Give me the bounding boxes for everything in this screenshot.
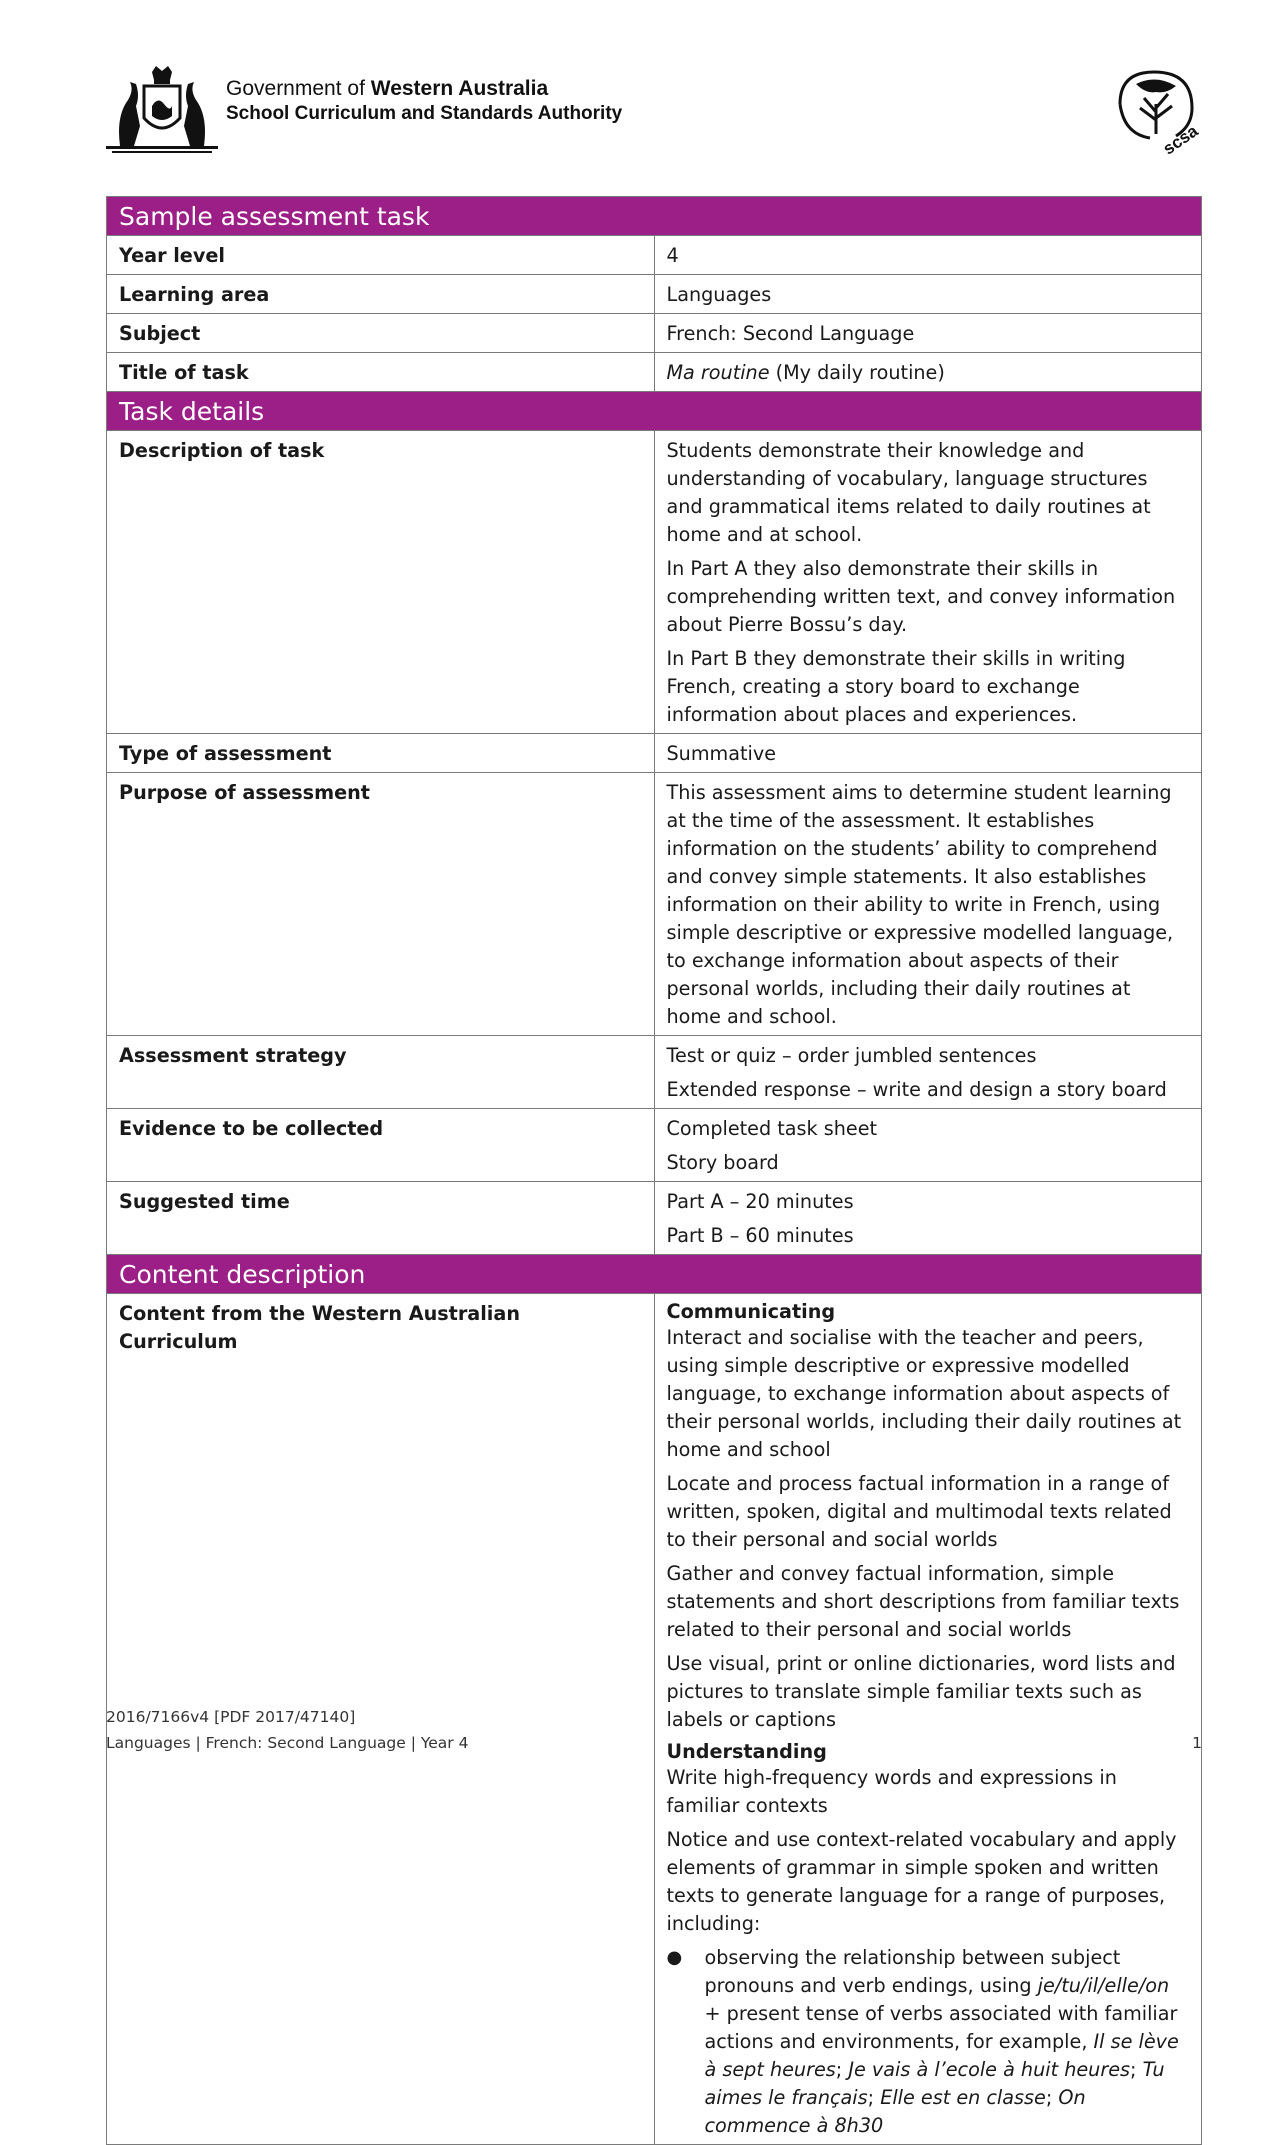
subject-value: French: Second Language	[654, 314, 1202, 353]
bullet-icon: ●	[666, 1947, 683, 1968]
communicating-item: Use visual, print or online dictionaries, word lists and pictures to translate simple familiar texts such as labels or captions	[666, 1652, 1176, 1731]
title-value	[654, 353, 1202, 392]
authority-name: School Curriculum and Standards Authority	[226, 103, 623, 124]
page-footer	[106, 1704, 1202, 1756]
evidence-value	[654, 1109, 1202, 1182]
evidence-line: Completed task sheet	[666, 1117, 878, 1140]
bullet-separator: ;	[867, 2086, 881, 2109]
communicating-item: Locate and process factual information in a range of written, spoken, digital and multimodal texts related to their personal and social worlds	[666, 1472, 1172, 1551]
purpose-value: This assessment aims to determine student learning at the time of the assessment. It establishes information on the students’ ability to comprehend and convey simple statements. It also establishes information on their ability to write in French, using simple descriptive or expressive modelled language, to exchange information about aspects of their personal worlds, including their daily routines at home and school.	[654, 773, 1202, 1036]
year-level-label: Year level	[107, 236, 655, 275]
bullet-italic-part: Il se lève à sept heures	[704, 2030, 1179, 2081]
understanding-item: Notice and use context-related vocabulary and apply elements of grammar in simple spoken and written texts to generate language for a range of purposes, including:	[666, 1828, 1177, 1935]
section-content-description: Content description	[107, 1255, 1202, 1294]
communicating-item: Interact and socialise with the teacher and peers, using simple descriptive or expressive modelled language, to exchange information about aspects of their personal worlds, including their daily routines at home and school	[666, 1326, 1182, 1461]
section-sample-assessment-task: Sample assessment task	[107, 197, 1202, 236]
bullet-italic-part: Tu aimes le français	[704, 2058, 1165, 2109]
table-row	[107, 1109, 1202, 1182]
description-label: Description of task	[107, 431, 655, 734]
description-para: In Part A they also demonstrate their skills in comprehending written text, and convey information about Pierre Bossu’s day.	[666, 557, 1176, 636]
table-row	[107, 314, 1202, 353]
time-label: Suggested time	[107, 1182, 655, 1255]
purpose-label: Purpose of assessment	[107, 773, 655, 1036]
bullet-separator: ;	[1045, 2086, 1059, 2109]
type-value: Summative	[654, 734, 1202, 773]
section-row	[107, 1255, 1202, 1294]
assessment-table	[106, 196, 1202, 2145]
page-number: 1	[1192, 1734, 1202, 1752]
wa-government-crest-icon	[106, 66, 218, 156]
table-row	[107, 236, 1202, 275]
title-label: Title of task	[107, 353, 655, 392]
section-row	[107, 392, 1202, 431]
title-rest: (My daily routine)	[769, 361, 945, 384]
understanding-item: Write high-frequency words and expressions in familiar contexts	[666, 1766, 1117, 1817]
bullet-text-part: observing the relationship between subject pronouns and verb endings, using	[704, 1946, 1121, 1997]
evidence-line: Story board	[666, 1151, 779, 1174]
description-value	[654, 431, 1202, 734]
bullet-italic-part: je/tu/il/elle/on	[1037, 1974, 1170, 1997]
bullet-text-part: + present tense of verbs associated with familiar actions and environments, for example,	[704, 2002, 1178, 2053]
strategy-line: Extended response – write and design a story board	[666, 1078, 1167, 1101]
communicating-heading: Communicating	[666, 1300, 836, 1323]
description-para: In Part B they demonstrate their skills in writing French, creating a story board to exchange information about places and experiences.	[666, 647, 1126, 726]
section-task-details: Task details	[107, 392, 1202, 431]
table-row	[107, 431, 1202, 734]
strategy-value	[654, 1036, 1202, 1109]
table-row	[107, 1036, 1202, 1109]
table-row	[107, 353, 1202, 392]
government-title	[226, 76, 622, 126]
description-para: Students demonstrate their knowledge and understanding of vocabulary, language structures and grammatical items related to daily routines at home and at school.	[666, 439, 1151, 546]
table-row	[107, 773, 1202, 1036]
table-row	[107, 275, 1202, 314]
time-line: Part A – 20 minutes	[666, 1190, 854, 1213]
bullet-separator: ;	[1130, 2058, 1143, 2081]
learning-area-label: Learning area	[107, 275, 655, 314]
section-row	[107, 197, 1202, 236]
gov-state: Western Australia	[370, 77, 549, 100]
subject-label: Subject	[107, 314, 655, 353]
communicating-item: Gather and convey factual information, simple statements and short descriptions from familiar texts related to their personal and social worlds	[666, 1562, 1180, 1641]
scsa-logo-text: scsa	[1159, 121, 1202, 159]
bullet-italic-part: Elle est en classe	[880, 2086, 1046, 2109]
learning-area-value: Languages	[654, 275, 1202, 314]
table-row	[107, 734, 1202, 773]
bullet-separator: ;	[835, 2058, 849, 2081]
bullet-italic-part: Je vais à l’ecole à huit heures	[848, 2058, 1131, 2081]
content-label: Content from the Western Australian Curriculum	[107, 1294, 655, 2145]
time-line: Part B – 60 minutes	[666, 1224, 854, 1247]
course-line: Languages | French: Second Language | Year 4	[106, 1734, 469, 1752]
scsa-logo-icon	[1106, 64, 1206, 160]
bullet-text	[705, 1944, 1190, 2140]
understanding-heading: Understanding	[666, 1740, 827, 1763]
list-item	[667, 1944, 1190, 2140]
bullet-italic-part: On commence à 8h30	[704, 2086, 1086, 2137]
time-value	[654, 1182, 1202, 1255]
title-italic: Ma routine	[666, 361, 770, 384]
page-header	[106, 62, 1206, 162]
year-level-value: 4	[654, 236, 1202, 275]
strategy-line: Test or quiz – order jumbled sentences	[666, 1044, 1037, 1067]
document-reference: 2016/7166v4 [PDF 2017/47140]	[106, 1708, 356, 1726]
strategy-label: Assessment strategy	[107, 1036, 655, 1109]
table-row	[107, 1182, 1202, 1255]
type-label: Type of assessment	[107, 734, 655, 773]
evidence-label: Evidence to be collected	[107, 1109, 655, 1182]
gov-prefix: Government of	[226, 77, 365, 100]
